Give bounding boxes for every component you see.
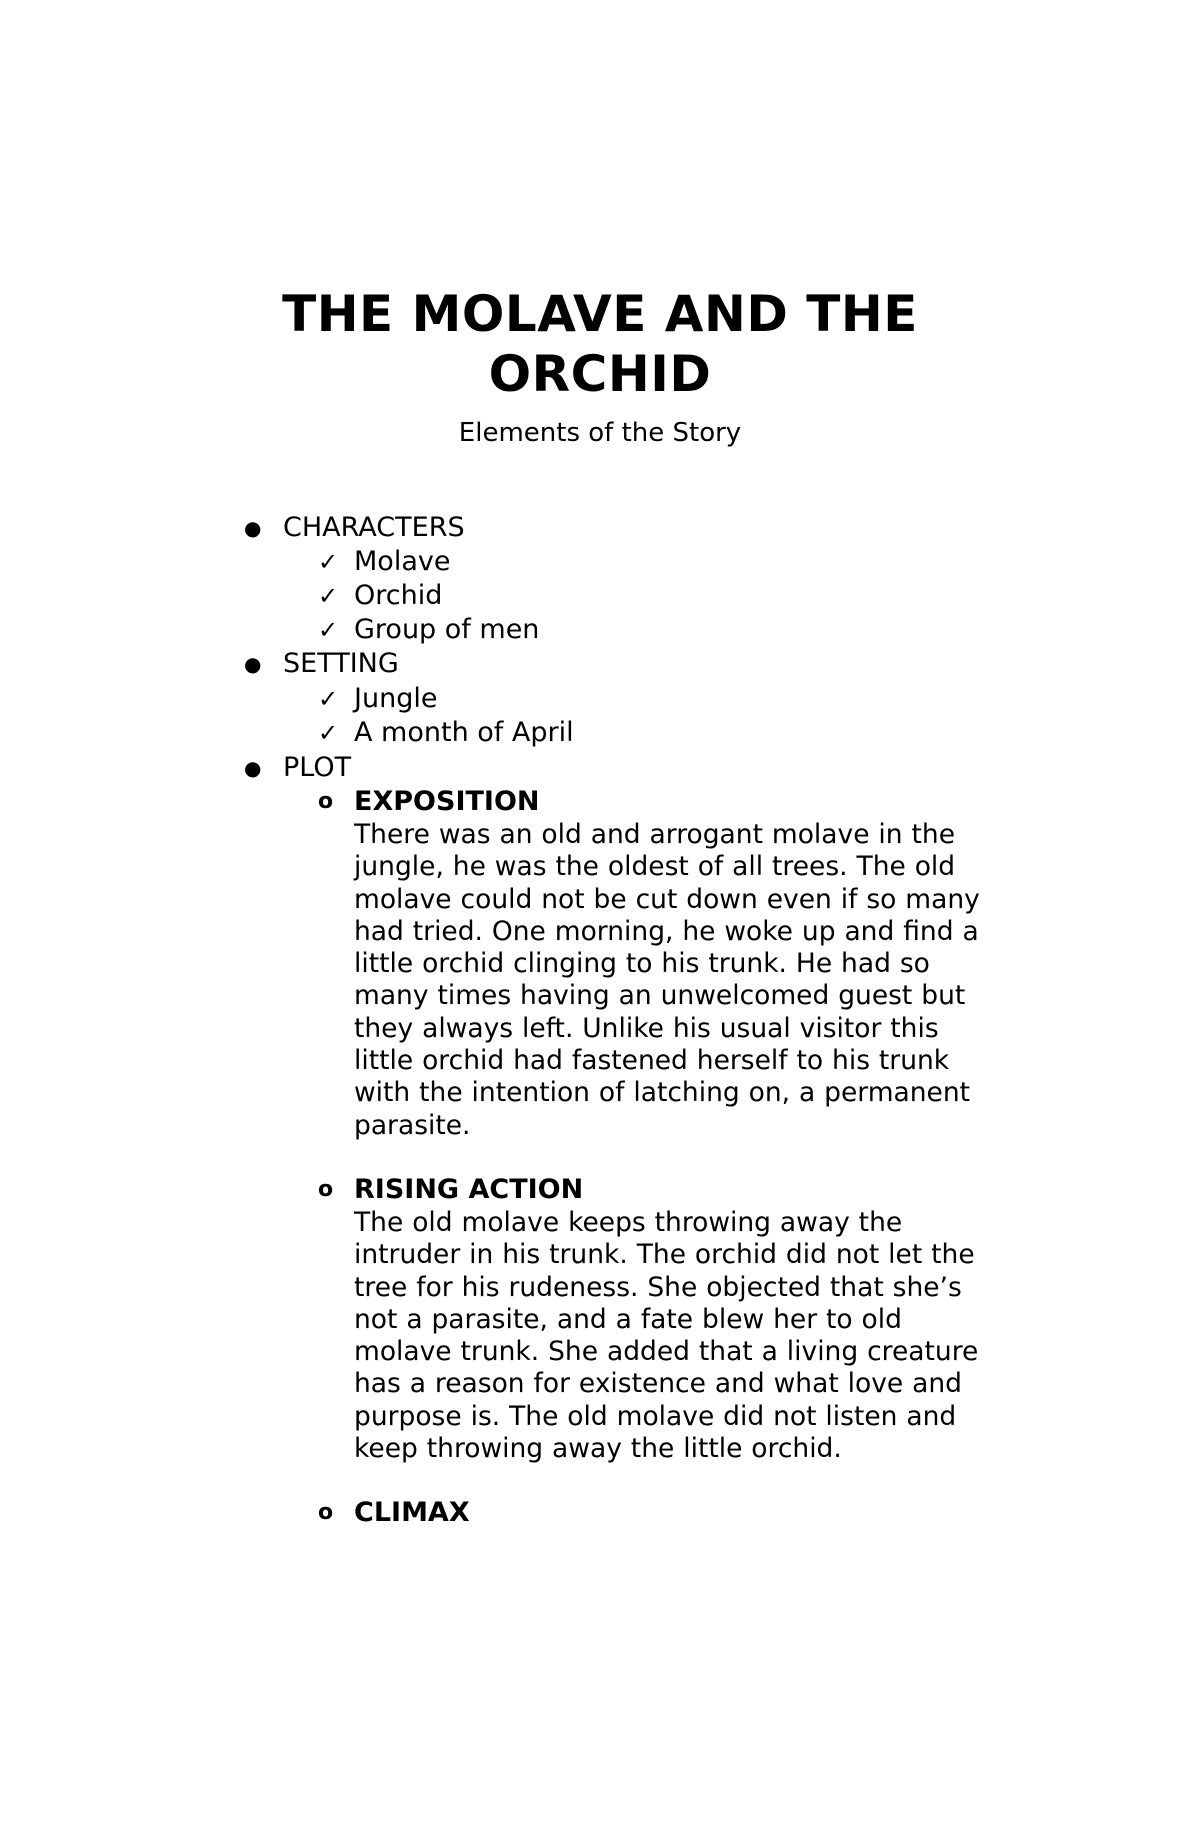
plot-heading-label: EXPOSITION: [354, 786, 540, 817]
check-icon: ✓: [318, 582, 339, 610]
check-icon: ✓: [318, 548, 339, 576]
circle-bullet-icon: o: [318, 789, 334, 814]
circle-bullet-icon: o: [318, 1500, 334, 1525]
plot-paragraph-rising-action: The old molave keeps throwing away the intruder in his trunk. The orchid did not let the tree for his rudeness. She objected that she’s not a parasite, and a fate blew her to old molave trunk. She added that a living creature has a reason for existence and what love and purpose is. The old molave did not listen and keep throwing away the little orchid.: [354, 1207, 979, 1465]
list-item-label: Molave: [354, 546, 451, 577]
check-icon: ✓: [318, 616, 339, 644]
check-icon: ✓: [318, 719, 339, 747]
bullet-icon: ●: [244, 756, 262, 780]
plot-heading-label: CLIMAX: [354, 1497, 470, 1528]
section-label: PLOT: [283, 752, 352, 783]
list-item-label: Orchid: [354, 580, 443, 611]
section-label: CHARACTERS: [283, 512, 465, 543]
list-item-label: A month of April: [354, 717, 574, 748]
bullet-icon: ●: [244, 652, 262, 676]
circle-bullet-icon: o: [318, 1177, 334, 1202]
document-subtitle: Elements of the Story: [458, 418, 742, 448]
document-title: THE MOLAVE AND THE ORCHID: [282, 285, 918, 403]
section-label: SETTING: [283, 648, 399, 679]
list-item-label: Group of men: [354, 614, 540, 645]
bullet-icon: ●: [244, 516, 262, 540]
plot-paragraph-exposition: There was an old and arrogant molave in the jungle, he was the oldest of all trees. The old molave could not be cut down even if so many had tried. One morning, he woke up and find a little orchid clinging to his trunk. He had so many times having an unwelcomed guest but they always left. Unlike his usual visitor this little orchid had fastened herself to his trunk with the intention of latching on, a permanent parasite.: [354, 819, 980, 1141]
check-icon: ✓: [318, 685, 339, 713]
plot-heading-label: RISING ACTION: [354, 1174, 584, 1205]
list-item-label: Jungle: [354, 683, 438, 714]
